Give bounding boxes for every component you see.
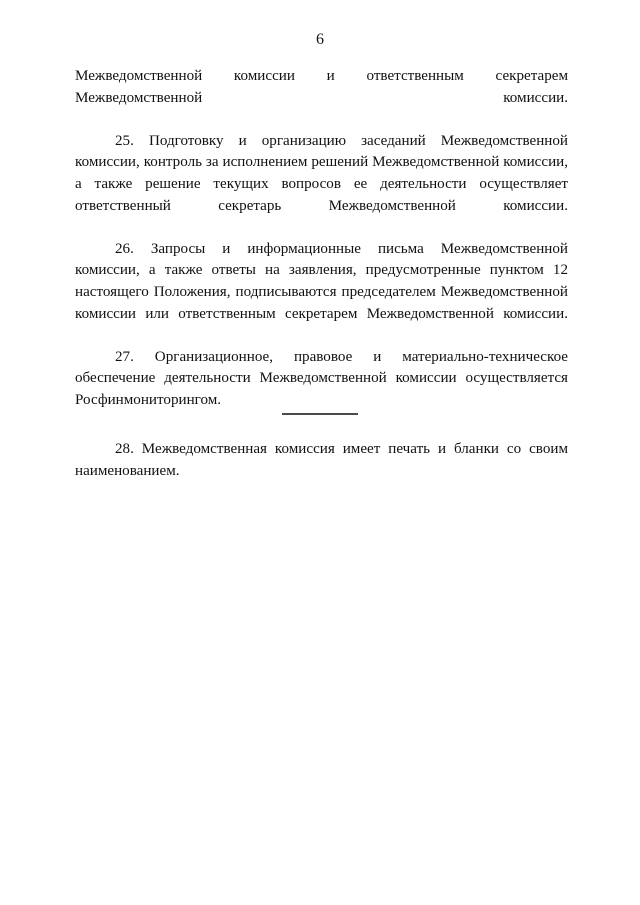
page-number: 6 <box>316 31 324 48</box>
horizontal-rule-icon <box>282 413 358 415</box>
paragraph-item-28: 28. Межведомственная комиссия имеет печать и бланки со своим наименованием. <box>75 441 568 479</box>
document-body <box>75 66 568 504</box>
paragraph-item-27: 27. Организационное, правовое и материально-техническое обеспечение деятельности Межведомственной комиссии осуществляется Росфинмониторингом. <box>75 348 568 408</box>
paragraph-item-26: 26. Запросы и информационные письма Межведомственной комиссии, а также ответы на заявления, предусмотренные пунктом 12 настоящего Положения, подписываются председателем Межведомственной комиссии или ответственным секретарем Межведомственной комиссии. <box>75 240 568 322</box>
paragraph-continuation: Межведомственной комиссии и ответственным секретарем Межведомственной комиссии. <box>75 68 568 106</box>
paragraph-item-25: 25. Подготовку и организацию заседаний Межведомственной комиссии, контроль за исполнением решений Межведомственной комиссии, а также решение текущих вопросов ее деятельности осуществляет ответственный секретарь Межведомственной комиссии. <box>75 132 568 214</box>
separator-container <box>0 406 640 422</box>
